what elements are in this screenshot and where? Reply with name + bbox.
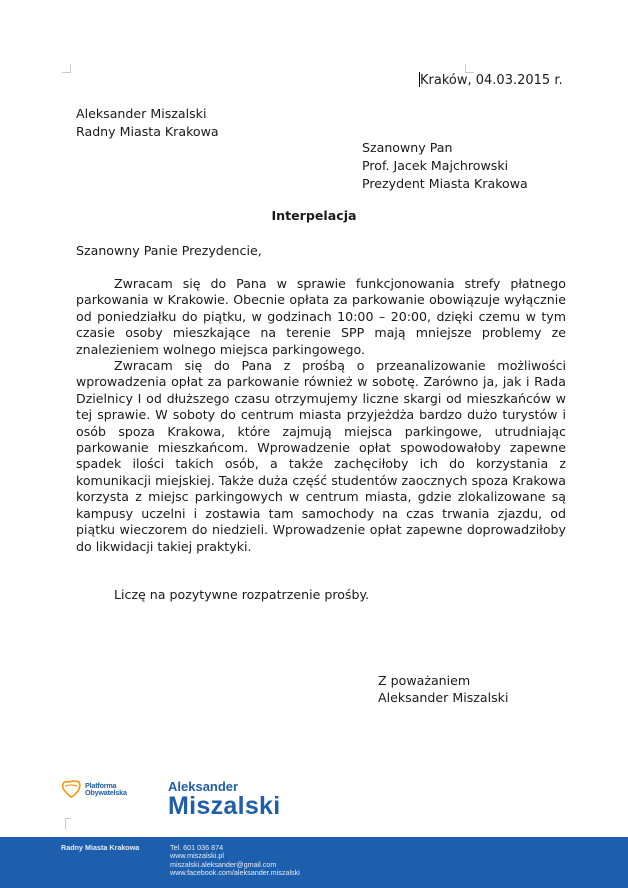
recipient-name: Prof. Jacek Majchrowski xyxy=(362,158,509,173)
recipient-title: Prezydent Miasta Krakowa xyxy=(362,176,528,191)
greeting: Szanowny Panie Prezydencie, xyxy=(76,243,262,258)
party-logo xyxy=(60,779,127,799)
footer-website-link[interactable]: www.miszalski.pl xyxy=(170,851,224,861)
footer-phone: Tel. 601 036 874 xyxy=(170,843,224,852)
document-heading: Interpelacja xyxy=(271,208,357,223)
paragraph-2: Zwracam się do Pana z prośbą o przeanalizowanie możliwości wprowadzenia opłat za parkowanie również w sobotę. Zarówno ja, jak i Rada Dzielnicy I od dłuższego czasu otrzymujemy liczne skargi od mieszkańców w tej sprawie. W soboty do centrum miasta przyjeżdża bardzo dużo turystów i osób spoza Krakowa, które zajmują miejsca parkingowe, utrudniając parkowanie mieszkańcom. Wprowadzenie opłat spowodowałoby zapewne spadek ilości takich osób, a także zachęciłoby ich do korzystania z komunikacji miejskiej. Także duża część studentów zaocznych spoza Krakowa korzysta z miejsc parkingowych w centrum miasta, gdzie zlokalizowane są kampusy uczelni i zostawia tam samochody na czas trwania zjazdu, od piątku wieczorem do niedzieli. Wprowadzenie opłat zapewne doprowadziłoby do likwidacji takiej praktyki. xyxy=(76,358,566,554)
footer-contacts xyxy=(170,844,300,878)
party-logo-line2: Obywatelska xyxy=(85,788,127,797)
brand-last-name: Miszalski xyxy=(168,792,281,820)
sender-title: Radny Miasta Krakowa xyxy=(76,123,219,139)
party-logo-line1: Platforma xyxy=(85,780,117,790)
closing-line: Liczę na pozytywne rozpatrzenie prośby. xyxy=(114,587,370,602)
brand-name xyxy=(168,780,280,819)
crop-mark-top-left xyxy=(62,64,71,73)
letter-body xyxy=(76,276,566,555)
po-heart-logo-icon xyxy=(60,779,82,799)
footer-role: Radny Miasta Krakowa xyxy=(61,843,140,852)
signature-name: Aleksander Miszalski xyxy=(378,690,509,705)
footer-bar xyxy=(0,837,628,888)
signature-regards: Z poważaniem xyxy=(378,673,471,688)
place-date[interactable] xyxy=(419,72,563,89)
recipient-block xyxy=(362,139,528,193)
paragraph-1: Zwracam się do Pana w sprawie funkcjonowania strefy płatnego parkowania w Krakowie. Obecnie opłata za parkowanie obowiązuje wyłącznie od poniedziałku do piątku, w godzinach 10:00 – 20:00, dzięki czemu w tym czasie osoby mieszkające na terenie SPP mają mniejsze problemy ze znalezieniem wolnego miejsca parkingowego. xyxy=(76,276,566,357)
brand-first-name: Aleksander xyxy=(168,779,239,794)
crop-mark-bottom-left xyxy=(65,818,71,829)
recipient-salutation: Szanowny Pan xyxy=(362,140,453,155)
signature-block xyxy=(378,672,508,706)
footer-facebook-link[interactable]: www.facebook.com/aleksander.miszalski xyxy=(170,868,300,878)
place-date-text: Kraków, 04.03.2015 r. xyxy=(420,73,563,88)
sender-block xyxy=(76,105,219,140)
footer-email-link[interactable]: miszalski.aleksander@gmail.com xyxy=(170,859,277,869)
sender-name: Aleksander Miszalski xyxy=(76,106,207,121)
